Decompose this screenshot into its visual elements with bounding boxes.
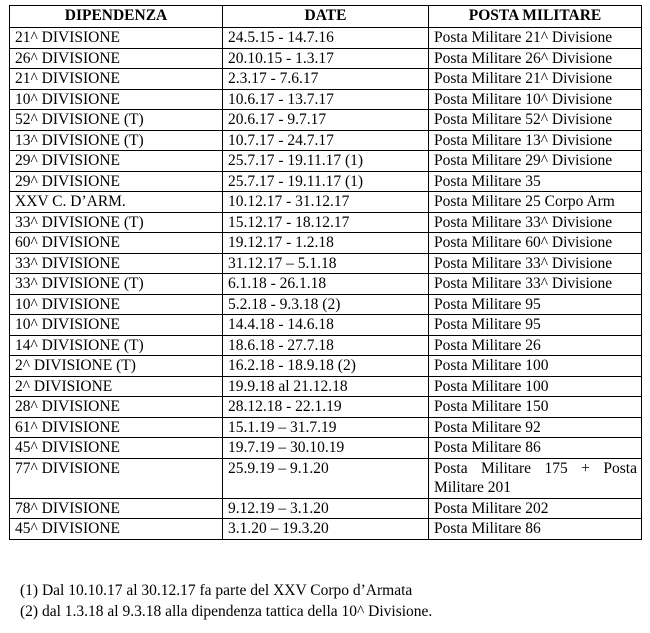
cell-dipendenza: 45^ DIVISIONE [10, 519, 223, 540]
cell-date: 24.5.15 - 14.7.16 [223, 28, 429, 49]
cell-dipendenza: 2^ DIVISIONE (T) [10, 356, 223, 377]
cell-dipendenza: 21^ DIVISIONE [10, 28, 223, 49]
footnotes [20, 580, 432, 622]
cell-dipendenza: 14^ DIVISIONE (T) [10, 335, 223, 356]
cell-date: 16.2.18 - 18.9.18 (2) [223, 356, 429, 377]
cell-posta-militare: Posta Militare 33^ Divisione [429, 274, 642, 295]
cell-posta-militare: Posta Militare 21^ Divisione [429, 69, 642, 90]
cell-dipendenza: 52^ DIVISIONE (T) [10, 110, 223, 131]
cell-dipendenza: 33^ DIVISIONE (T) [10, 274, 223, 295]
table-body [10, 28, 642, 540]
cell-date: 19.9.18 al 21.12.18 [223, 376, 429, 397]
table-row [10, 397, 642, 418]
cell-posta-militare: Posta Militare 175 + Posta Militare 201 [429, 458, 642, 498]
table-row [10, 294, 642, 315]
cell-dipendenza: 29^ DIVISIONE [10, 151, 223, 172]
cell-date: 31.12.17 – 5.1.18 [223, 253, 429, 274]
table-row [10, 69, 642, 90]
table-row [10, 417, 642, 438]
cell-posta-militare: Posta Militare 33^ Divisione [429, 253, 642, 274]
cell-posta-militare: Posta Militare 13^ Divisione [429, 130, 642, 151]
cell-posta-militare: Posta Militare 25 Corpo Arm [429, 192, 642, 213]
cell-posta-militare: Posta Militare 100 [429, 376, 642, 397]
cell-date: 18.6.18 - 27.7.18 [223, 335, 429, 356]
cell-date: 28.12.18 - 22.1.19 [223, 397, 429, 418]
cell-date: 6.1.18 - 26.1.18 [223, 274, 429, 295]
table-row [10, 498, 642, 519]
cell-posta-militare: Posta Militare 86 [429, 519, 642, 540]
cell-dipendenza: XXV C. D’ARM. [10, 192, 223, 213]
table-row [10, 356, 642, 377]
units-table [9, 5, 642, 540]
cell-dipendenza: 61^ DIVISIONE [10, 417, 223, 438]
table-row [10, 28, 642, 49]
cell-date: 19.7.19 – 30.10.19 [223, 438, 429, 459]
cell-date: 19.12.17 - 1.2.18 [223, 233, 429, 254]
cell-posta-militare: Posta Militare 60^ Divisione [429, 233, 642, 254]
table-row [10, 130, 642, 151]
table-row [10, 48, 642, 69]
table-row [10, 151, 642, 172]
cell-dipendenza: 13^ DIVISIONE (T) [10, 130, 223, 151]
table-row [10, 253, 642, 274]
cell-date: 25.9.19 – 9.1.20 [223, 458, 429, 498]
cell-date: 15.1.19 – 31.7.19 [223, 417, 429, 438]
cell-date: 14.4.18 - 14.6.18 [223, 315, 429, 336]
cell-posta-militare: Posta Militare 92 [429, 417, 642, 438]
cell-posta-militare: Posta Militare 100 [429, 356, 642, 377]
cell-date: 2.3.17 - 7.6.17 [223, 69, 429, 90]
cell-dipendenza: 21^ DIVISIONE [10, 69, 223, 90]
cell-date: 20.10.15 - 1.3.17 [223, 48, 429, 69]
cell-dipendenza: 33^ DIVISIONE [10, 253, 223, 274]
cell-dipendenza: 78^ DIVISIONE [10, 498, 223, 519]
cell-posta-militare: Posta Militare 10^ Divisione [429, 89, 642, 110]
footnote-2: (2) dal 1.3.18 al 9.3.18 alla dipendenza tattica della 10^ Divisione. [20, 603, 433, 620]
cell-dipendenza: 33^ DIVISIONE (T) [10, 212, 223, 233]
cell-posta-militare: Posta Militare 29^ Divisione [429, 151, 642, 172]
cell-date: 15.12.17 - 18.12.17 [223, 212, 429, 233]
cell-date: 25.7.17 - 19.11.17 (1) [223, 151, 429, 172]
cell-dipendenza: 29^ DIVISIONE [10, 171, 223, 192]
cell-dipendenza: 26^ DIVISIONE [10, 48, 223, 69]
cell-date: 10.12.17 - 31.12.17 [223, 192, 429, 213]
cell-date: 5.2.18 - 9.3.18 (2) [223, 294, 429, 315]
table-row [10, 89, 642, 110]
cell-posta-militare: Posta Militare 52^ Divisione [429, 110, 642, 131]
cell-dipendenza: 2^ DIVISIONE [10, 376, 223, 397]
col-header-posta-militare: POSTA MILITARE [429, 6, 642, 28]
cell-posta-militare: Posta Militare 26 [429, 335, 642, 356]
cell-dipendenza: 10^ DIVISIONE [10, 294, 223, 315]
table-row [10, 233, 642, 254]
table-row [10, 376, 642, 397]
table-row [10, 192, 642, 213]
cell-date: 25.7.17 - 19.11.17 (1) [223, 171, 429, 192]
table-row [10, 212, 642, 233]
table-row [10, 458, 642, 498]
cell-date: 10.6.17 - 13.7.17 [223, 89, 429, 110]
cell-date: 9.12.19 – 3.1.20 [223, 498, 429, 519]
col-header-dipendenza: DIPENDENZA [10, 6, 223, 28]
footnote-1: (1) Dal 10.10.17 al 30.12.17 fa parte del XXV Corpo d’Armata [20, 582, 413, 599]
table-row [10, 110, 642, 131]
cell-dipendenza: 45^ DIVISIONE [10, 438, 223, 459]
cell-posta-militare: Posta Militare 95 [429, 315, 642, 336]
cell-posta-militare: Posta Militare 95 [429, 294, 642, 315]
cell-date: 20.6.17 - 9.7.17 [223, 110, 429, 131]
cell-posta-militare: Posta Militare 86 [429, 438, 642, 459]
table-row [10, 438, 642, 459]
cell-posta-militare: Posta Militare 35 [429, 171, 642, 192]
cell-dipendenza: 28^ DIVISIONE [10, 397, 223, 418]
table-row [10, 315, 642, 336]
cell-date: 10.7.17 - 24.7.17 [223, 130, 429, 151]
cell-dipendenza: 60^ DIVISIONE [10, 233, 223, 254]
table-row [10, 335, 642, 356]
cell-posta-militare: Posta Militare 150 [429, 397, 642, 418]
cell-dipendenza: 10^ DIVISIONE [10, 89, 223, 110]
cell-posta-militare: Posta Militare 21^ Divisione [429, 28, 642, 49]
cell-posta-militare: Posta Militare 202 [429, 498, 642, 519]
cell-dipendenza: 10^ DIVISIONE [10, 315, 223, 336]
cell-posta-militare: Posta Militare 26^ Divisione [429, 48, 642, 69]
cell-date: 3.1.20 – 19.3.20 [223, 519, 429, 540]
table-row [10, 274, 642, 295]
header-row [10, 6, 642, 28]
cell-posta-militare: Posta Militare 33^ Divisione [429, 212, 642, 233]
table-row [10, 171, 642, 192]
col-header-date: DATE [223, 6, 429, 28]
cell-dipendenza: 77^ DIVISIONE [10, 458, 223, 498]
table-row [10, 519, 642, 540]
